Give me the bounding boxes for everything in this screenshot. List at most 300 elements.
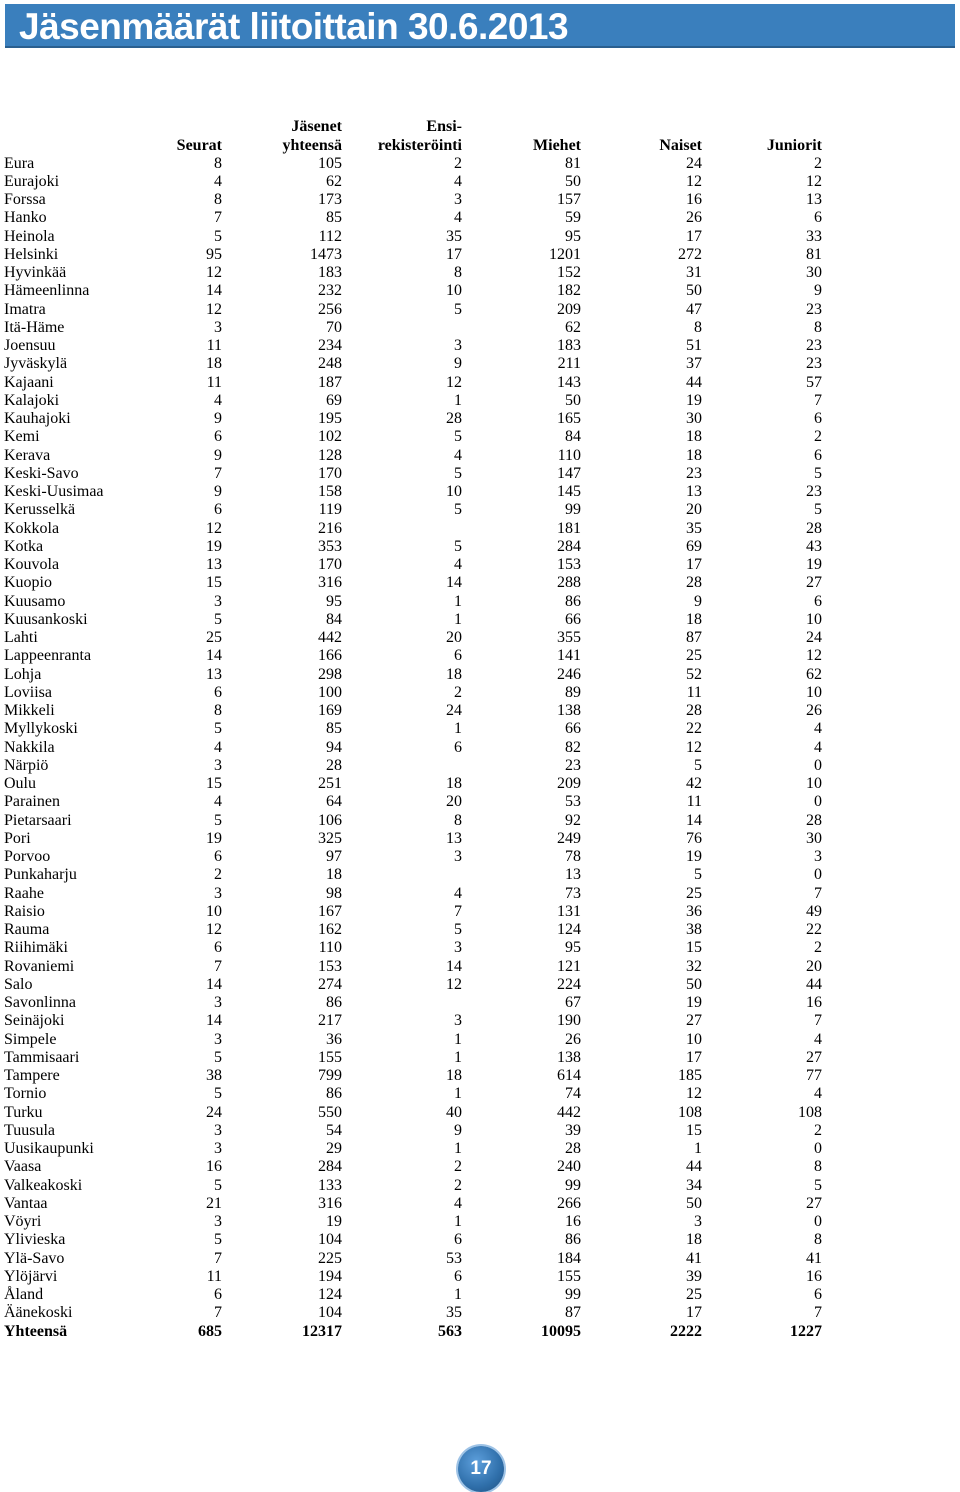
cell-name: Pori bbox=[4, 829, 31, 847]
table-row bbox=[4, 1031, 822, 1049]
cell-juniorit: 33 bbox=[806, 227, 822, 245]
cell-naiset: 11 bbox=[686, 793, 702, 811]
cell-miehet: 99 bbox=[565, 501, 581, 519]
cell-jasenet: 170 bbox=[318, 556, 342, 574]
cell-name: Keski-Uusimaa bbox=[4, 483, 104, 501]
cell-jasenet: 104 bbox=[318, 1304, 342, 1322]
cell-seurat: 12 bbox=[206, 300, 222, 318]
cell-name: Hyvinkää bbox=[4, 264, 67, 282]
cell-juniorit: 4 bbox=[814, 720, 822, 738]
cell-jasenet: 36 bbox=[326, 1030, 342, 1048]
cell-juniorit: 41 bbox=[806, 1249, 822, 1267]
cell-miehet: 138 bbox=[557, 1048, 581, 1066]
cell-ensirekisterointi bbox=[342, 757, 462, 775]
cell-name: Vöyri bbox=[4, 1213, 42, 1231]
cell-seurat: 16 bbox=[206, 1158, 222, 1176]
cell-juniorit: 6 bbox=[814, 592, 822, 610]
cell-seurat: 38 bbox=[206, 1067, 222, 1085]
table-row bbox=[4, 209, 822, 227]
cell-name: Kokkola bbox=[4, 519, 60, 537]
cell-juniorit: 10 bbox=[806, 683, 822, 701]
cell-name: Äänekoski bbox=[4, 1304, 73, 1322]
table-row bbox=[4, 921, 822, 939]
cell-ensirekisterointi: 3 bbox=[454, 848, 462, 866]
cell-seurat: 4 bbox=[214, 391, 222, 409]
table-row bbox=[4, 793, 822, 811]
cell-seurat: 18 bbox=[206, 355, 222, 373]
cell-name: Kuusankoski bbox=[4, 610, 88, 628]
cell-jasenet: 104 bbox=[318, 1231, 342, 1249]
cell-ensirekisterointi: 40 bbox=[446, 1103, 462, 1121]
table-row bbox=[4, 1286, 822, 1304]
cell-miehet: 39 bbox=[565, 1121, 581, 1139]
cell-naiset: 18 bbox=[686, 446, 702, 464]
cell-ensirekisterointi: 28 bbox=[446, 410, 462, 428]
cell-juniorit: 26 bbox=[806, 702, 822, 720]
table-row bbox=[4, 538, 822, 556]
cell-ensirekisterointi: 4 bbox=[454, 884, 462, 902]
cell-name: Kerusselkä bbox=[4, 501, 76, 519]
cell-seurat: 14 bbox=[206, 282, 222, 300]
cell-jasenet: 799 bbox=[318, 1067, 342, 1085]
cell-jasenet: 85 bbox=[326, 720, 342, 738]
column-header-ensirekisterointi-line1: Ensi- bbox=[426, 118, 462, 136]
cell-ensirekisterointi: 1 bbox=[454, 720, 462, 738]
cell-naiset: 35 bbox=[686, 519, 702, 537]
cell-naiset: 28 bbox=[686, 702, 702, 720]
column-header-name bbox=[4, 136, 124, 154]
cell-juniorit: 7 bbox=[814, 391, 822, 409]
cell-naiset: 42 bbox=[686, 775, 702, 793]
cell-jasenet: 153 bbox=[318, 957, 342, 975]
cell-miehet: 110 bbox=[557, 446, 581, 464]
cell-juniorit: 4 bbox=[814, 738, 822, 756]
cell-naiset: 52 bbox=[686, 665, 702, 683]
table-row bbox=[4, 1177, 822, 1195]
total-ensirekisterointi: 563 bbox=[438, 1322, 462, 1340]
cell-naiset: 31 bbox=[686, 264, 702, 282]
cell-naiset: 24 bbox=[686, 154, 702, 172]
column-header-juniorit-line1 bbox=[702, 118, 822, 136]
table-row bbox=[4, 866, 822, 884]
cell-naiset: 69 bbox=[686, 537, 702, 555]
cell-juniorit: 30 bbox=[806, 264, 822, 282]
cell-miehet: 442 bbox=[557, 1103, 581, 1121]
cell-juniorit: 49 bbox=[806, 902, 822, 920]
table-row bbox=[4, 684, 822, 702]
cell-juniorit: 2 bbox=[814, 1121, 822, 1139]
cell-name: Imatra bbox=[4, 300, 46, 318]
cell-juniorit: 28 bbox=[806, 811, 822, 829]
column-header-name-line1 bbox=[4, 118, 124, 136]
cell-name: Oulu bbox=[4, 775, 36, 793]
table-row bbox=[4, 428, 822, 446]
cell-jasenet: 85 bbox=[326, 209, 342, 227]
column-header-seurat-line1 bbox=[124, 118, 222, 136]
column-header-seurat: Seurat bbox=[176, 136, 222, 154]
cell-juniorit: 8 bbox=[814, 318, 822, 336]
cell-juniorit: 8 bbox=[814, 1158, 822, 1176]
table-row bbox=[4, 556, 822, 574]
cell-name: Forssa bbox=[4, 191, 46, 209]
table-body bbox=[4, 155, 822, 1323]
cell-seurat: 3 bbox=[214, 592, 222, 610]
cell-ensirekisterointi: 13 bbox=[446, 829, 462, 847]
cell-name: Kalajoki bbox=[4, 391, 60, 409]
table-row bbox=[4, 702, 822, 720]
cell-jasenet: 316 bbox=[318, 574, 342, 592]
cell-miehet: 95 bbox=[565, 939, 581, 957]
cell-jasenet: 167 bbox=[318, 902, 342, 920]
cell-naiset: 19 bbox=[686, 848, 702, 866]
cell-jasenet: 155 bbox=[318, 1048, 342, 1066]
cell-jasenet: 234 bbox=[318, 337, 342, 355]
cell-juniorit: 30 bbox=[806, 829, 822, 847]
cell-miehet: 288 bbox=[557, 574, 581, 592]
cell-name: Uusikaupunki bbox=[4, 1140, 94, 1158]
table-row bbox=[4, 228, 822, 246]
cell-juniorit: 8 bbox=[814, 1231, 822, 1249]
cell-name: Vantaa bbox=[4, 1194, 48, 1212]
cell-seurat: 7 bbox=[214, 464, 222, 482]
cell-miehet: 121 bbox=[557, 957, 581, 975]
table-row bbox=[4, 1250, 822, 1268]
column-header-naiset: Naiset bbox=[659, 136, 702, 154]
cell-ensirekisterointi: 5 bbox=[454, 501, 462, 519]
cell-miehet: 184 bbox=[557, 1249, 581, 1267]
cell-jasenet: 102 bbox=[318, 428, 342, 446]
cell-naiset: 50 bbox=[686, 975, 702, 993]
cell-naiset: 5 bbox=[694, 866, 702, 884]
table-row bbox=[4, 483, 822, 501]
cell-naiset: 25 bbox=[686, 647, 702, 665]
cell-juniorit: 23 bbox=[806, 483, 822, 501]
cell-miehet: 124 bbox=[557, 921, 581, 939]
cell-name: Kauhajoki bbox=[4, 410, 71, 428]
table-row bbox=[4, 1067, 822, 1085]
cell-juniorit: 5 bbox=[814, 501, 822, 519]
total-naiset: 2222 bbox=[670, 1322, 702, 1340]
cell-naiset: 23 bbox=[686, 464, 702, 482]
cell-name: Heinola bbox=[4, 227, 55, 245]
cell-juniorit: 12 bbox=[806, 172, 822, 190]
cell-name: Kotka bbox=[4, 537, 44, 555]
cell-naiset: 51 bbox=[686, 337, 702, 355]
header-row-2 bbox=[4, 136, 822, 154]
cell-miehet: 138 bbox=[557, 702, 581, 720]
cell-seurat: 3 bbox=[214, 1121, 222, 1139]
column-header-jasenet-line1: Jäsenet bbox=[291, 118, 342, 136]
cell-name: Eura bbox=[4, 154, 35, 172]
cell-seurat: 14 bbox=[206, 647, 222, 665]
cell-miehet: 50 bbox=[565, 391, 581, 409]
cell-jasenet: 316 bbox=[318, 1194, 342, 1212]
cell-jasenet: 112 bbox=[318, 227, 342, 245]
cell-juniorit: 0 bbox=[814, 756, 822, 774]
cell-seurat: 12 bbox=[206, 519, 222, 537]
cell-seurat: 7 bbox=[214, 1249, 222, 1267]
cell-jasenet: 251 bbox=[318, 775, 342, 793]
cell-juniorit: 16 bbox=[806, 994, 822, 1012]
cell-jasenet: 18 bbox=[326, 866, 342, 884]
cell-seurat: 2 bbox=[214, 866, 222, 884]
cell-miehet: 240 bbox=[557, 1158, 581, 1176]
cell-naiset: 108 bbox=[678, 1103, 702, 1121]
cell-ensirekisterointi: 1 bbox=[454, 610, 462, 628]
total-miehet: 10095 bbox=[541, 1322, 581, 1340]
cell-seurat: 8 bbox=[214, 702, 222, 720]
cell-naiset: 38 bbox=[686, 921, 702, 939]
cell-seurat: 7 bbox=[214, 957, 222, 975]
cell-miehet: 84 bbox=[565, 428, 581, 446]
cell-ensirekisterointi: 1 bbox=[454, 391, 462, 409]
cell-ensirekisterointi: 8 bbox=[454, 811, 462, 829]
table-row bbox=[4, 757, 822, 775]
cell-name: Tampere bbox=[4, 1067, 60, 1085]
cell-juniorit: 7 bbox=[814, 1304, 822, 1322]
cell-name: Vaasa bbox=[4, 1158, 42, 1176]
cell-name: Kuusamo bbox=[4, 592, 66, 610]
cell-miehet: 59 bbox=[565, 209, 581, 227]
cell-name: Kouvola bbox=[4, 556, 60, 574]
cell-seurat: 3 bbox=[214, 756, 222, 774]
table-row bbox=[4, 282, 822, 300]
cell-ensirekisterointi: 35 bbox=[446, 1304, 462, 1322]
cell-miehet: 62 bbox=[565, 318, 581, 336]
cell-naiset: 39 bbox=[686, 1267, 702, 1285]
table-row bbox=[4, 1012, 822, 1030]
table-row bbox=[4, 410, 822, 428]
cell-juniorit: 24 bbox=[806, 629, 822, 647]
cell-name: Mikkeli bbox=[4, 702, 55, 720]
cell-seurat: 3 bbox=[214, 884, 222, 902]
cell-naiset: 44 bbox=[686, 373, 702, 391]
table-row bbox=[4, 775, 822, 793]
cell-naiset: 25 bbox=[686, 884, 702, 902]
cell-name: Jyväskylä bbox=[4, 355, 68, 373]
table-row bbox=[4, 812, 822, 830]
cell-naiset: 28 bbox=[686, 574, 702, 592]
cell-name: Joensuu bbox=[4, 337, 56, 355]
cell-name: Kajaani bbox=[4, 373, 54, 391]
cell-miehet: 1201 bbox=[549, 245, 581, 263]
cell-seurat: 9 bbox=[214, 483, 222, 501]
cell-name: Itä-Häme bbox=[4, 318, 65, 336]
cell-name: Raisio bbox=[4, 902, 45, 920]
cell-miehet: 74 bbox=[565, 1085, 581, 1103]
cell-seurat: 95 bbox=[206, 245, 222, 263]
cell-ensirekisterointi: 20 bbox=[446, 629, 462, 647]
cell-naiset: 50 bbox=[686, 1194, 702, 1212]
cell-miehet: 209 bbox=[557, 775, 581, 793]
cell-name: Parainen bbox=[4, 793, 60, 811]
cell-naiset: 15 bbox=[686, 1121, 702, 1139]
cell-name: Rauma bbox=[4, 921, 50, 939]
cell-juniorit: 10 bbox=[806, 610, 822, 628]
cell-naiset: 3 bbox=[694, 1213, 702, 1231]
cell-ensirekisterointi: 4 bbox=[454, 1194, 462, 1212]
table-row bbox=[4, 848, 822, 866]
cell-juniorit: 0 bbox=[814, 1213, 822, 1231]
cell-naiset: 34 bbox=[686, 1176, 702, 1194]
cell-ensirekisterointi: 6 bbox=[454, 1231, 462, 1249]
total-seurat: 685 bbox=[198, 1322, 222, 1340]
cell-juniorit: 16 bbox=[806, 1267, 822, 1285]
cell-ensirekisterointi: 5 bbox=[454, 537, 462, 555]
cell-miehet: 157 bbox=[557, 191, 581, 209]
cell-name: Lohja bbox=[4, 665, 42, 683]
cell-jasenet: 28 bbox=[326, 756, 342, 774]
cell-ensirekisterointi: 4 bbox=[454, 556, 462, 574]
cell-jasenet: 98 bbox=[326, 884, 342, 902]
cell-seurat: 3 bbox=[214, 1140, 222, 1158]
cell-juniorit: 5 bbox=[814, 1176, 822, 1194]
cell-jasenet: 1473 bbox=[310, 245, 342, 263]
cell-seurat: 12 bbox=[206, 264, 222, 282]
cell-name: Ylöjärvi bbox=[4, 1267, 58, 1285]
cell-miehet: 86 bbox=[565, 592, 581, 610]
cell-seurat: 9 bbox=[214, 410, 222, 428]
cell-miehet: 190 bbox=[557, 1012, 581, 1030]
table-row bbox=[4, 1049, 822, 1067]
cell-ensirekisterointi: 35 bbox=[446, 227, 462, 245]
cell-juniorit: 23 bbox=[806, 355, 822, 373]
cell-jasenet: 119 bbox=[318, 501, 342, 519]
cell-ensirekisterointi: 1 bbox=[454, 592, 462, 610]
cell-miehet: 147 bbox=[557, 464, 581, 482]
cell-name: Kerava bbox=[4, 446, 51, 464]
table-row bbox=[4, 1140, 822, 1158]
cell-miehet: 153 bbox=[557, 556, 581, 574]
cell-seurat: 8 bbox=[214, 191, 222, 209]
cell-naiset: 16 bbox=[686, 191, 702, 209]
table-row bbox=[4, 501, 822, 519]
table-row bbox=[4, 903, 822, 921]
cell-jasenet: 216 bbox=[318, 519, 342, 537]
cell-jasenet: 64 bbox=[326, 793, 342, 811]
cell-jasenet: 62 bbox=[326, 172, 342, 190]
cell-miehet: 224 bbox=[557, 975, 581, 993]
cell-jasenet: 166 bbox=[318, 647, 342, 665]
cell-seurat: 4 bbox=[214, 738, 222, 756]
cell-ensirekisterointi: 2 bbox=[454, 154, 462, 172]
cell-ensirekisterointi: 4 bbox=[454, 446, 462, 464]
cell-seurat: 19 bbox=[206, 537, 222, 555]
cell-name: Hämeenlinna bbox=[4, 282, 90, 300]
cell-seurat: 9 bbox=[214, 446, 222, 464]
cell-ensirekisterointi: 1 bbox=[454, 1286, 462, 1304]
cell-jasenet: 187 bbox=[318, 373, 342, 391]
cell-miehet: 246 bbox=[557, 665, 581, 683]
cell-jasenet: 550 bbox=[318, 1103, 342, 1121]
cell-ensirekisterointi: 5 bbox=[454, 428, 462, 446]
cell-naiset: 41 bbox=[686, 1249, 702, 1267]
cell-name: Porvoo bbox=[4, 848, 51, 866]
cell-seurat: 6 bbox=[214, 428, 222, 446]
cell-name: Nakkila bbox=[4, 738, 55, 756]
cell-seurat: 5 bbox=[214, 1048, 222, 1066]
cell-seurat: 11 bbox=[206, 337, 222, 355]
cell-seurat: 4 bbox=[214, 793, 222, 811]
cell-ensirekisterointi: 18 bbox=[446, 665, 462, 683]
cell-jasenet: 256 bbox=[318, 300, 342, 318]
table-row bbox=[4, 301, 822, 319]
cell-seurat: 15 bbox=[206, 574, 222, 592]
cell-miehet: 249 bbox=[557, 829, 581, 847]
cell-name: Kemi bbox=[4, 428, 40, 446]
cell-ensirekisterointi: 24 bbox=[446, 702, 462, 720]
cell-naiset: 18 bbox=[686, 428, 702, 446]
cell-name: Myllykoski bbox=[4, 720, 78, 738]
cell-ensirekisterointi: 20 bbox=[446, 793, 462, 811]
cell-miehet: 82 bbox=[565, 738, 581, 756]
cell-name: Raahe bbox=[4, 884, 44, 902]
cell-naiset: 11 bbox=[686, 683, 702, 701]
cell-name: Ylivieska bbox=[4, 1231, 66, 1249]
cell-ensirekisterointi: 2 bbox=[454, 683, 462, 701]
table-row bbox=[4, 593, 822, 611]
table-row bbox=[4, 264, 822, 282]
cell-seurat: 25 bbox=[206, 629, 222, 647]
cell-ensirekisterointi: 1 bbox=[454, 1085, 462, 1103]
cell-name: Kuopio bbox=[4, 574, 52, 592]
column-header-miehet: Miehet bbox=[533, 136, 581, 154]
cell-miehet: 211 bbox=[557, 355, 581, 373]
cell-juniorit: 23 bbox=[806, 337, 822, 355]
cell-naiset: 36 bbox=[686, 902, 702, 920]
cell-jasenet: 84 bbox=[326, 610, 342, 628]
cell-name: Lappeenranta bbox=[4, 647, 92, 665]
cell-name: Närpiö bbox=[4, 756, 49, 774]
cell-miehet: 266 bbox=[557, 1194, 581, 1212]
cell-naiset: 32 bbox=[686, 957, 702, 975]
cell-juniorit: 3 bbox=[814, 848, 822, 866]
cell-jasenet: 170 bbox=[318, 464, 342, 482]
cell-juniorit: 0 bbox=[814, 866, 822, 884]
cell-ensirekisterointi bbox=[342, 319, 462, 337]
table-row bbox=[4, 939, 822, 957]
cell-seurat: 6 bbox=[214, 939, 222, 957]
cell-juniorit: 108 bbox=[798, 1103, 822, 1121]
cell-seurat: 24 bbox=[206, 1103, 222, 1121]
cell-juniorit: 27 bbox=[806, 1048, 822, 1066]
cell-naiset: 12 bbox=[686, 738, 702, 756]
cell-juniorit: 44 bbox=[806, 975, 822, 993]
cell-jasenet: 232 bbox=[318, 282, 342, 300]
cell-seurat: 5 bbox=[214, 1085, 222, 1103]
cell-ensirekisterointi bbox=[342, 520, 462, 538]
cell-juniorit: 0 bbox=[814, 793, 822, 811]
cell-name: Lahti bbox=[4, 629, 38, 647]
cell-name: Keski-Savo bbox=[4, 464, 79, 482]
cell-seurat: 3 bbox=[214, 994, 222, 1012]
table-row bbox=[4, 666, 822, 684]
cell-naiset: 17 bbox=[686, 1048, 702, 1066]
cell-ensirekisterointi: 1 bbox=[454, 1213, 462, 1231]
cell-naiset: 8 bbox=[694, 318, 702, 336]
cell-miehet: 182 bbox=[557, 282, 581, 300]
cell-ensirekisterointi: 9 bbox=[454, 1121, 462, 1139]
cell-name: Eurajoki bbox=[4, 172, 60, 190]
cell-name: Valkeakoski bbox=[4, 1176, 83, 1194]
cell-juniorit: 19 bbox=[806, 556, 822, 574]
cell-miehet: 50 bbox=[565, 172, 581, 190]
table-row bbox=[4, 994, 822, 1012]
cell-miehet: 95 bbox=[565, 227, 581, 245]
table-row bbox=[4, 191, 822, 209]
cell-jasenet: 97 bbox=[326, 848, 342, 866]
cell-seurat: 5 bbox=[214, 1231, 222, 1249]
